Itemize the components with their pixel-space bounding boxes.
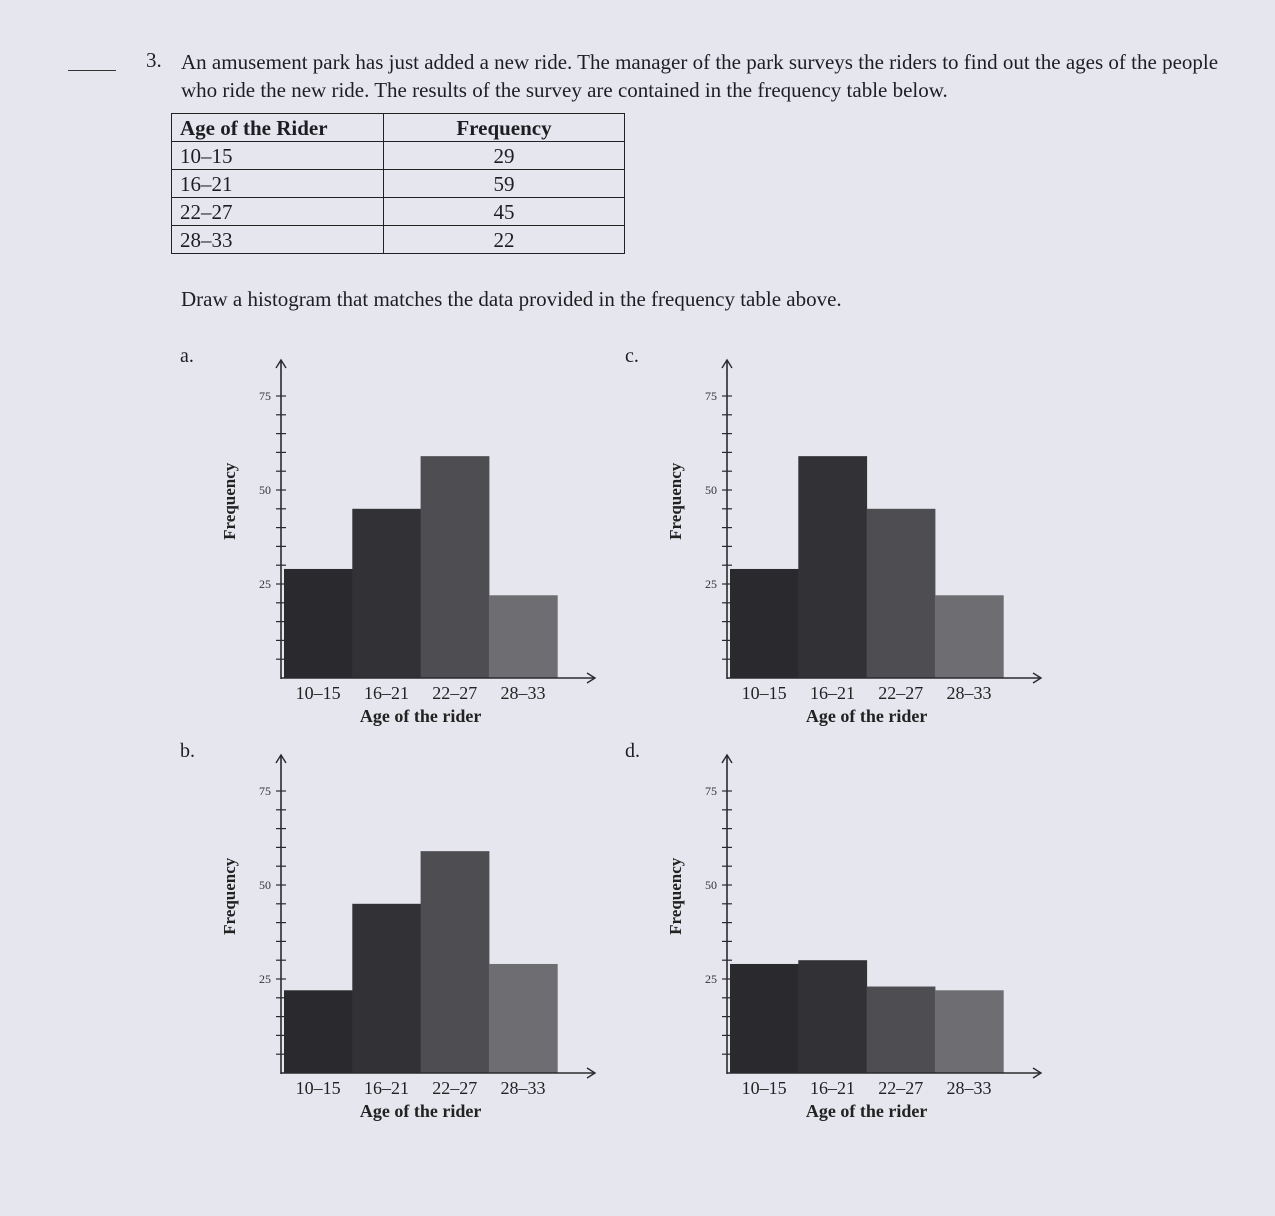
x-category-label: 28–33 <box>946 683 992 703</box>
histogram-bar <box>935 990 1004 1073</box>
table-row <box>172 198 625 226</box>
table-row <box>172 170 625 198</box>
x-category-label: 28–33 <box>500 1078 546 1098</box>
x-category-label: 16–21 <box>809 683 855 703</box>
y-axis-title: Frequency <box>220 462 239 540</box>
option-label-b: b. <box>180 740 195 762</box>
question-number: 3. <box>146 48 162 72</box>
histogram-bar <box>798 960 867 1073</box>
y-tick-label: 25 <box>259 972 271 986</box>
table-row <box>172 142 625 170</box>
cell-frequency: 59 <box>384 170 625 198</box>
x-category-label: 22–27 <box>878 683 924 703</box>
frequency-table <box>171 113 625 254</box>
x-axis-title: Age of the rider <box>805 1101 928 1121</box>
histogram-bar <box>730 964 799 1073</box>
histogram-b[interactable] <box>200 745 610 1135</box>
y-tick-label: 25 <box>705 972 717 986</box>
option-label-c: c. <box>625 345 639 367</box>
y-tick-label: 25 <box>705 577 717 591</box>
cell-frequency: 29 <box>384 142 625 170</box>
cell-frequency: 22 <box>384 226 625 254</box>
y-tick-label: 75 <box>705 389 717 403</box>
cell-age: 16–21 <box>172 170 384 198</box>
cell-frequency: 45 <box>384 198 625 226</box>
question-text: An amusement park has just added a new ride. The manager of the park surveys the riders to find out the ages of the people who ride the new ride. The results of the survey are contained in the frequency table below. <box>181 50 1219 102</box>
y-tick-label: 75 <box>259 389 271 403</box>
x-axis-title: Age of the rider <box>359 1101 482 1121</box>
x-category-label: 16–21 <box>809 1078 855 1098</box>
cell-age: 28–33 <box>172 226 384 254</box>
option-label-d: d. <box>625 740 640 762</box>
y-axis-title: Frequency <box>666 462 685 540</box>
y-tick-label: 50 <box>259 483 271 497</box>
histogram-bar <box>489 964 558 1073</box>
x-category-label: 28–33 <box>500 683 546 703</box>
histogram-bar <box>798 456 867 678</box>
y-tick-label: 75 <box>259 784 271 798</box>
table-row <box>172 226 625 254</box>
histogram-bar <box>284 569 353 678</box>
histogram-d[interactable] <box>646 745 1056 1135</box>
y-axis-title: Frequency <box>666 857 685 935</box>
cell-age: 10–15 <box>172 142 384 170</box>
histogram-bar <box>935 595 1004 678</box>
histogram-bar <box>867 509 936 678</box>
histogram-bar <box>867 987 936 1073</box>
histogram-bar <box>730 569 799 678</box>
x-category-label: 22–27 <box>432 1078 478 1098</box>
x-category-label: 22–27 <box>432 683 478 703</box>
instruction-text: Draw a histogram that matches the data provided in the frequency table above. <box>181 287 842 311</box>
x-category-label: 16–21 <box>363 1078 409 1098</box>
x-category-label: 22–27 <box>878 1078 924 1098</box>
y-tick-label: 50 <box>259 878 271 892</box>
answer-blank[interactable] <box>68 70 116 71</box>
histogram-c[interactable] <box>646 350 1056 740</box>
histogram-bar <box>352 904 421 1073</box>
cell-age: 22–27 <box>172 198 384 226</box>
histogram-bar <box>352 509 421 678</box>
y-tick-label: 50 <box>705 483 717 497</box>
header-age: Age of the Rider <box>172 114 384 142</box>
histogram-bar <box>421 456 490 678</box>
header-frequency: Frequency <box>384 114 625 142</box>
histogram-bar <box>421 851 490 1073</box>
histogram-bar <box>489 595 558 678</box>
y-tick-label: 25 <box>259 577 271 591</box>
x-category-label: 16–21 <box>363 683 409 703</box>
x-category-label: 10–15 <box>295 1078 341 1098</box>
table-header-row <box>172 114 625 142</box>
histogram-bar <box>284 990 353 1073</box>
y-tick-label: 50 <box>705 878 717 892</box>
x-axis-title: Age of the rider <box>805 706 928 726</box>
x-category-label: 10–15 <box>741 683 787 703</box>
x-axis-title: Age of the rider <box>359 706 482 726</box>
y-tick-label: 75 <box>705 784 717 798</box>
y-axis-title: Frequency <box>220 857 239 935</box>
x-category-label: 28–33 <box>946 1078 992 1098</box>
x-category-label: 10–15 <box>295 683 341 703</box>
histogram-a[interactable] <box>200 350 610 740</box>
x-category-label: 10–15 <box>741 1078 787 1098</box>
option-label-a: a. <box>180 345 194 367</box>
